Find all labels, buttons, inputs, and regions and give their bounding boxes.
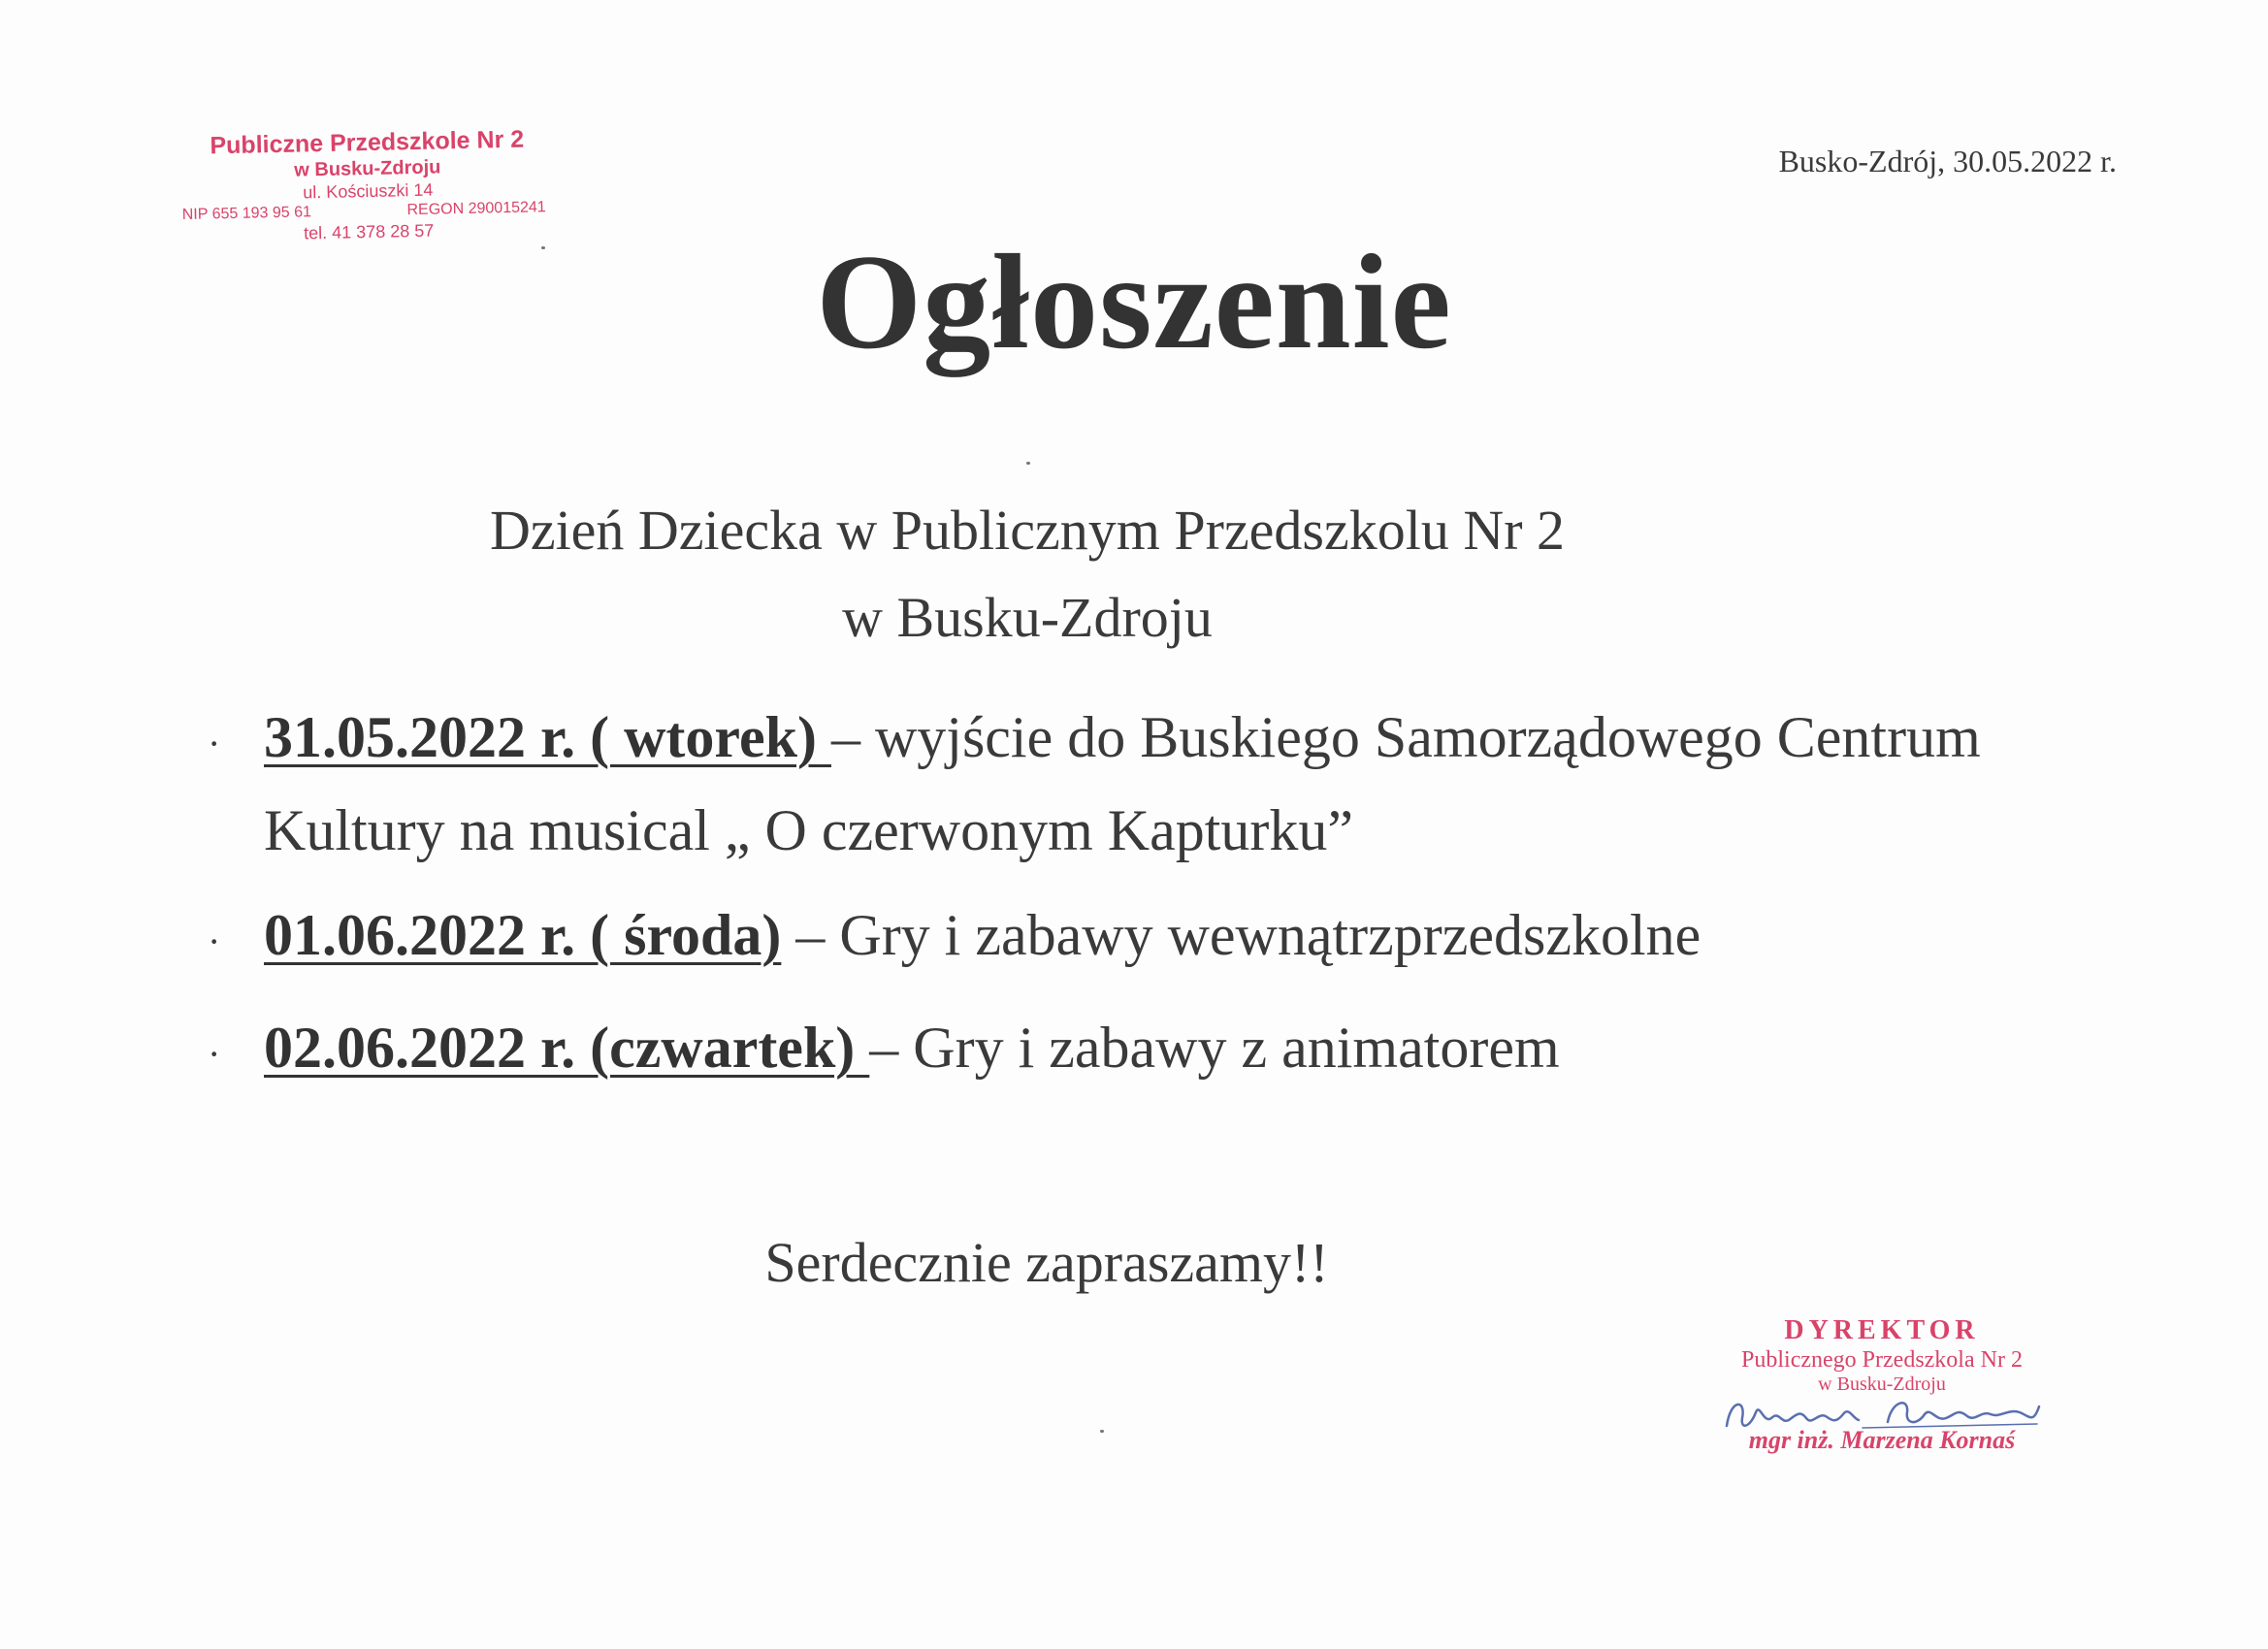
stamp-phone: tel. 41 378 28 57 — [303, 220, 435, 243]
event-item — [208, 889, 2099, 982]
stamp-street: ul. Kościuszki 14 — [303, 179, 434, 203]
director-title: DYREKTOR — [1784, 1315, 1980, 1345]
scan-speck — [1026, 462, 1030, 465]
subtitle-line-1: Dzień Dziecka w Publicznym Przedszkolu Nr 2 — [489, 499, 1566, 562]
director-organization: Publicznego Przedszkola Nr 2 — [1741, 1347, 2023, 1373]
stamp-regon: REGON 290015241 — [406, 199, 546, 219]
event-item — [208, 1001, 2099, 1094]
director-stamp — [1688, 1315, 2076, 1455]
scan-speck — [541, 246, 545, 249]
event-date: 02.06.2022 r. (czwartek) — [264, 1016, 870, 1080]
subtitle-line-2: w Busku-Zdroju — [842, 586, 1213, 649]
director-name: mgr inż. Marzena Kornaś — [1748, 1426, 2016, 1454]
stamp-city: w Busku-Zdroju — [294, 156, 441, 181]
event-description: – Gry i zabawy z animatorem — [869, 1016, 1560, 1080]
place-and-date: Busko-Zdrój, 30.05.2022 r. — [1778, 144, 2117, 178]
stamp-nip: NIP 655 193 95 61 — [181, 204, 312, 224]
bullet-icon: · — [208, 920, 221, 963]
scan-speck — [1100, 1430, 1104, 1433]
bullet-icon: · — [208, 1032, 221, 1076]
stamp-school-name: Publiczne Przedszkole Nr 2 — [210, 125, 525, 160]
event-description: – Gry i zabawy wewnątrzprzedszkolne — [781, 903, 1701, 967]
director-city: w Busku-Zdroju — [1818, 1374, 1946, 1395]
event-date: 01.06.2022 r. ( środa) — [264, 903, 782, 967]
event-description: – wyjście do Buskiego Samorządowego Centrum Kultury na musical „ O czerwonym Kapturku” — [264, 705, 1981, 862]
page-title: Ogłoszenie — [816, 227, 1452, 377]
event-item — [208, 691, 2099, 877]
closing-text: Serdecznie zapraszamy!! — [764, 1231, 1329, 1294]
bullet-icon: · — [208, 722, 221, 765]
event-date: 31.05.2022 r. ( wtorek) — [264, 705, 831, 769]
event-list — [208, 691, 2099, 1114]
